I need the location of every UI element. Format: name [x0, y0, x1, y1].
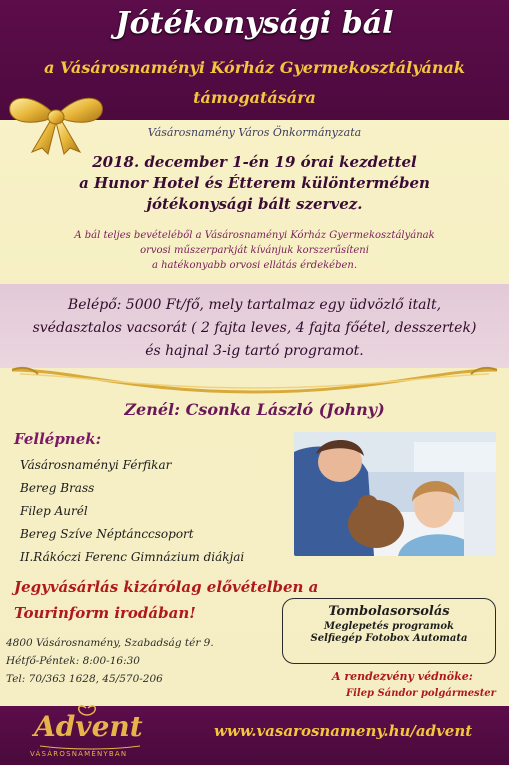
poster-subtitle: a Vásárosnaményi Kórház Gyermekosztályának — [44, 58, 465, 77]
raffle-box — [282, 598, 496, 664]
raffle-title: Tombolasorsolás — [328, 604, 450, 619]
contact-hours: Hétfő-Péntek: 8:00-16:30 — [6, 655, 140, 667]
price-line-1: Belépő: 5000 Ft/fő, mely tartalmaz egy üdvözlő italt, — [67, 297, 442, 313]
logo-subtitle: VÁSÁROSNAMÉNYBAN — [30, 750, 128, 758]
music-performer: Zenél: Csonka László (Johny) — [124, 400, 385, 419]
hospital-photo — [294, 432, 496, 556]
patron-label: A rendezvény védnöke: — [332, 670, 473, 683]
event-details — [0, 152, 509, 215]
website-link[interactable]: www.vasarosnameny.hu/advent — [214, 722, 473, 740]
list-item: II.Rákóczi Ferenc Gimnázium diákjai — [20, 550, 245, 564]
ticket-line-1: Jegyvásárlás kizárólag elővételben a — [14, 578, 319, 596]
price-line-2: svédasztalos vacsorát ( 2 fajta leves, 4 fajta főétel, desszertek) — [32, 320, 477, 336]
event-date-line: 2018. december 1-én 19 órai kezdettel — [92, 153, 417, 171]
logo-word: Advent — [34, 710, 143, 743]
list-item: Bereg Szíve Néptánccsoport — [20, 527, 194, 541]
price-line-3: és hajnal 3-ig tartó programot. — [145, 343, 364, 359]
list-item: Bereg Brass — [20, 481, 95, 495]
poster-subtitle-2: támogatására — [193, 88, 316, 107]
purpose-line-2: orvosi műszerparkját kívánjuk korszerűsíteni — [140, 245, 369, 256]
contact-address: 4800 Vásárosnamény, Szabadság tér 9. — [6, 637, 214, 649]
event-action-line: jótékonysági bált szervez. — [146, 195, 363, 213]
price-text — [0, 294, 509, 363]
gold-bow-icon — [2, 86, 110, 156]
contact-info — [6, 634, 214, 688]
ticket-line-2: Tourinform irodában! — [14, 604, 196, 622]
poster-title: Jótékonysági bál — [115, 6, 394, 41]
purpose-line-3: a hatékonyabb orvosi ellátás érdekében. — [151, 260, 358, 271]
contact-phone: Tel: 70/363 1628, 45/570-206 — [6, 673, 163, 685]
gold-ribbon-divider — [12, 366, 497, 394]
raffle-line-3: Selfiegép Fotobox Automata — [310, 633, 468, 644]
list-item: Vásárosnaményi Férfikar — [20, 458, 172, 472]
event-venue-line: a Hunor Hotel és Étterem különtermében — [79, 174, 430, 192]
purpose-text — [0, 228, 509, 273]
raffle-line-2: Meglepetés programok — [324, 621, 454, 632]
organizer-text: Vásárosnamény Város Önkormányzata — [147, 126, 362, 139]
purpose-line-1: A bál teljes bevételéből a Vásárosnaményi Kórház Gyermekosztályának — [74, 230, 435, 241]
performers-heading: Fellépnek: — [14, 430, 102, 448]
list-item: Filep Aurél — [20, 504, 88, 518]
patron-name: Filep Sándor polgármester — [346, 688, 496, 699]
ticket-notice — [14, 574, 318, 626]
performers-list — [20, 454, 244, 569]
